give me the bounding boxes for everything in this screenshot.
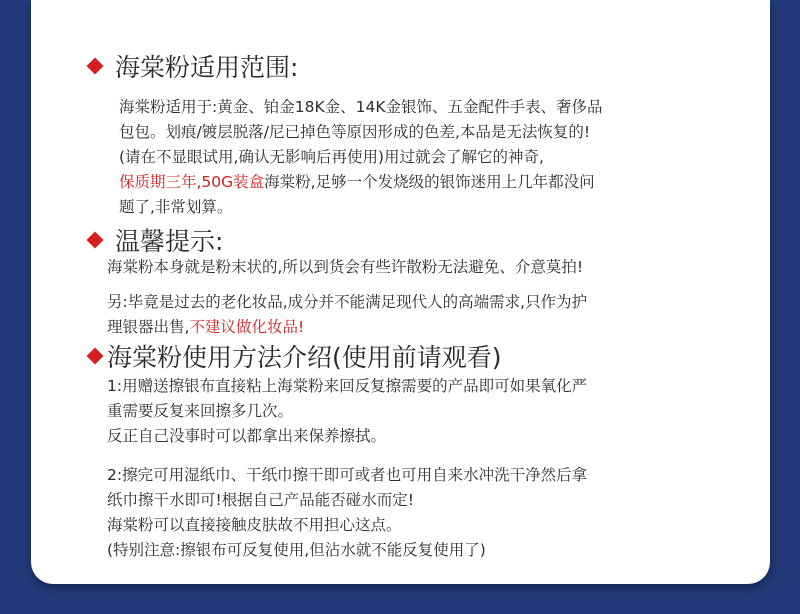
section-tips-title	[85, 222, 223, 258]
text-line: 重需要反复来回擦多几次。	[107, 402, 294, 420]
section-title-text: 温馨提示:	[115, 227, 224, 256]
section-instructions-title	[85, 338, 502, 374]
text-line: (特别注意:擦银布可反复使用,但沾水就不能反复使用了)	[107, 541, 486, 559]
text-fragment: 海棠粉,足够一个发烧级的银饰迷用上几年都没问	[264, 173, 595, 191]
text-line: 题了,非常划算。	[119, 198, 233, 216]
text-line: 2:擦完可用湿纸巾、干纸巾擦干即可或者也可用自来水冲洗干净然后拿	[107, 466, 588, 484]
section-title-text: 海棠粉使用方法介绍(使用前请观看)	[107, 343, 502, 372]
warning-highlight: 不建议做化妆品!	[189, 318, 305, 336]
text-line: 纸巾擦干水即可!根据自己产品能否碰水而定!	[107, 491, 414, 509]
text-line: 1:用赠送擦银布直接粘上海棠粉来回反复擦需要的产品即可如果氧化严	[107, 377, 588, 395]
text-line: 另:毕竟是过去的老化妆品,成分并不能满足现代人的高端需求,只作为护	[107, 293, 588, 311]
text-line: 包包。划痕/镀层脱落/尼已掉色等原因形成的色差,本品是无法恢复的!	[119, 123, 591, 141]
text-line	[119, 170, 739, 195]
red-diamond-icon	[87, 232, 104, 249]
text-line: 海棠粉适用于:黄金、铂金18K金、14K金银饰、五金配件手表、奢侈品	[119, 98, 603, 116]
red-diamond-icon	[87, 348, 104, 365]
section-title-text: 海棠粉适用范围:	[115, 53, 299, 82]
text-line: 海棠粉可以直接接触皮肤故不用担心这点。	[107, 516, 402, 534]
usage-scope-text	[119, 95, 739, 220]
text-fragment: 理银器出售,	[107, 318, 190, 336]
text-line: 反正自己没事时可以都拿出来保养擦拭。	[107, 427, 387, 445]
text-line: 海棠粉本身就是粉末状的,所以到货会有些许散粉无法避免、介意莫拍!	[107, 258, 584, 276]
red-diamond-icon	[87, 58, 104, 75]
text-line: (请在不显眼试用,确认无影响后再使用)用过就会了解它的神奇,	[119, 148, 544, 166]
shelf-life-highlight: 保质期三年,50G装盒	[119, 173, 265, 191]
tips-text	[107, 255, 727, 340]
section-usage-scope-title	[85, 48, 298, 84]
text-line	[107, 315, 727, 340]
instructions-text	[107, 374, 727, 563]
